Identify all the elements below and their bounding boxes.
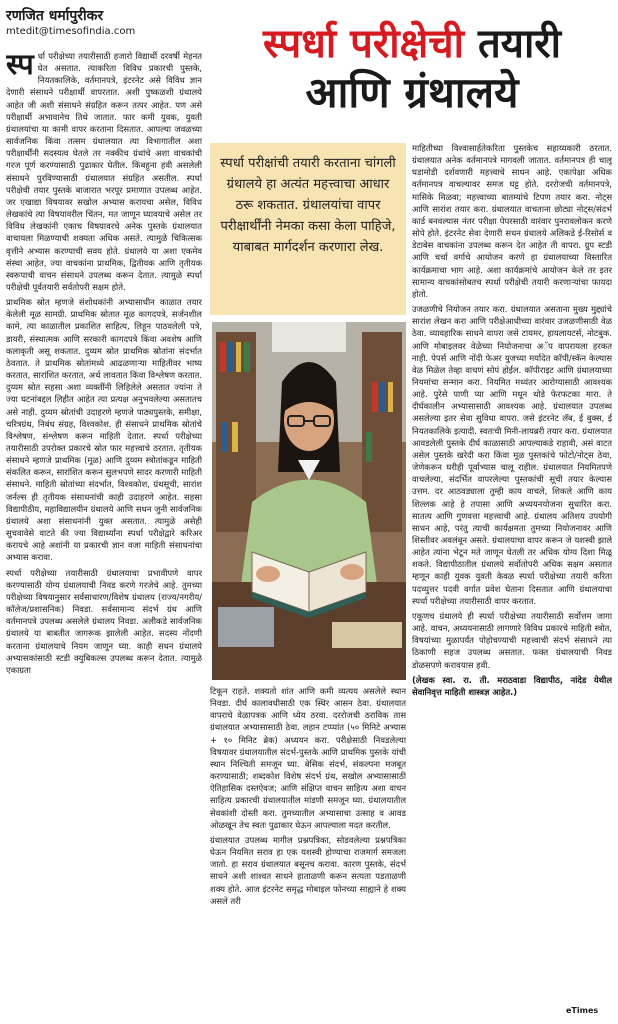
article-photo: [212, 322, 406, 680]
paragraph: टिकून राहते. शक्यतो शांत आणि कमी व्यत्यय असलेले स्थान निवडा. दीर्घ कालावधीसाठी एक स्थिर आसन ठेवा. ग्रंथालयात वापराचे वेळापत्रक आणि ध्येय ठरवा. दररोजची ठराविक तास ग्रंथालयात अभ्यासासाठी ठेवा. लहान टप्प्यांत (५० मिनिटे अभ्यास + १० मिनिट ब्रेक) अध्ययन करा. परीक्षेसाठी निवडलेल्या विषयावर ग्रंथालयातील संदर्भ-पुस्तके आणि प्राथमिक पुस्तके यांची स्थान निश्चिती समजून घ्या. बेसिक संदर्भ, संकल्पना मजबूत करण्यासाठी; शब्दकोश विशेष संदर्भ ग्रंथ, सखोल अभ्यासासाठी ऐतिहासिक दस्तऐवज; आणि संक्षिप्त वाचन साहित्य अशा वाचन साहित्य प्रकारची ग्रंथालयातील मांडणी समजून घ्या. ग्रंथालयातील सेवकांशी दोस्ती करा. तुमच्यातील अभ्यासाचा उत्साह व आवड ओळखून तेच स्वतः पुढाकार घेऊन आपल्याला मदत करतील.: [210, 686, 406, 830]
pull-quote-box: स्पर्धा परीक्षांची तयारी करताना चांगली ग्रंथालये हा अत्यंत महत्त्वाचा आधार ठरू शकतात. ग्रंथालयांचा वापर परीक्षार्थींनी नेमका कसा केला पाहिजे, याबाबत मार्गदर्शन करणारा लेख.: [210, 143, 406, 315]
paragraph: [6, 50, 202, 293]
article-column-middle: [210, 685, 406, 1016]
author-note: (लेखक स्वा. रा. ती. मराठवाडा विद्यापीठ, नांदेड येथील सेवानिवृत्त माहिती शास्त्रज्ञ आहेत.): [412, 674, 612, 697]
paragraph: प्राथमिक स्रोत म्हणजे संशोधकांनी अभ्यासाधीन काळात तयार केलेली मूळ सामग्री. प्राथमिक स्रोतात मूळ कागदपत्रे, सर्जनशील कामे, त्या काळातील प्रकाशित साहित्य, लिहून पाठवलेली पत्रे, डायरी, संस्थात्मक आणि सरकारी कागदपत्रे किंवा अवशेष आणि कलाकृती असू शकतात. दुय्यम स्रोत प्राथमिक स्रोतांना संदर्भात ठेवतात. ते प्राथमिक स्रोतांमध्ये आढळणाऱ्या माहितीवर भाष्य करतात, सारांशित करतात, अर्थ लावतात किंवा विश्लेषण करतात. दुय्यम स्रोत सहसा अशा व्यक्तींनी लिहिलेले असतात ज्यांना ते ज्या घटनांबद्दल लिहीत आहेत त्या प्रत्यक्ष अनुभवलेल्या असतातच असे नाही. दुय्यम स्रोतांची उदाहरणे म्हणजे पाठ्यपुस्तके, समीक्षा, चरित्रग्रंथ, निबंध संग्रह, विश्वकोश. ही संसाधने प्राथमिक स्रोतांचे विश्लेषण, संश्लेषण करून माहिती देतात. स्पर्धा परीक्षेच्या तयारीसाठी उपरोक्त प्रकारचे स्रोत फार महत्त्वाचे ठरतात. तृतीयक संसाधने म्हणजे प्राथमिक (मूळ) आणि दुय्यम स्त्रोतांकडून माहिती संकलित करून, सारांशित करून सुलभपणे सादर करणारी माहिती संसाधने. माहिती स्रोतांच्या संदर्भात, विश्वकोश, ग्रंथसूची, सारांश जर्नल्स ही तृतीयक संसाधनांची काही उदाहरणे आहेत. सहसा विद्यापीठीय, महाविद्यालयीन ग्रंथालये आणि सधन जुनी सार्वजनिक ग्रंथालये अशा संसाधनांनी युक्त असतात. त्यामुळे असेही सुचवावेसे वाटते की ज्या विद्यार्थ्यांना स्पर्धा परीक्षेद्वारे करिअर करायचे आहे अशांनी या प्रकारची ज्ञान वजा माहिती संसाधनांचा अभ्यास करावा.: [6, 297, 202, 563]
paragraph: एकूणच ग्रंथालये ही स्पर्धा परीक्षेच्या तयारीसाठी सर्वोत्तम जागा आहे. वाचन, अध्ययनासाठी लागणारे विविध प्रकारचे माहिती स्त्रोत, विषयांच्या मुळापर्यंत पोहोचण्याची महत्त्वाची संदर्भ संसाधने त्या ठिकाणी सहज उपलब्ध असतात. फक्त ग्रंथालयाची निवड डोळसपणे करावयास हवी.: [412, 610, 612, 670]
paragraph: स्पर्धा परीक्षेच्या तयारीसाठी ग्रंथालयाचा प्रभावीपणे वापर करण्यासाठी योग्य ग्रंथालयाची निवड करणे गरजेचे आहे. तुमच्या परीक्षेच्या विषयानुसार सर्वसाधारण/विशेष ग्रंथालय (राज्य/नगरीय/कॉलेज/प्रशासनिक) निवडा. सर्वसामान्य संदर्भ ग्रंथ आणि वर्तमानपत्रे उपलब्ध असलेले ग्रंथालय निवडा. अलीकडे सार्वजनिक ग्रंथालये या बाबतीत जागरूक झालेली आहेत. सदस्य नोंदणी करताना ग्रंथालयाचे नियम जाणून घ्या. काही सधन ग्रंथालये अभ्यासकांसाठी स्टडी क्युबिकल्स उपलब्ध करून देतात. त्यामुळे एकाग्रता: [6, 567, 202, 675]
article-column-left: [6, 50, 202, 1016]
headline-line-2: आणि ग्रंथालये: [305, 68, 519, 117]
byline: [6, 6, 206, 37]
headline: [212, 20, 612, 118]
credit-label: eTimes: [566, 1006, 599, 1015]
drop-cap: स्प: [6, 50, 34, 81]
headline-black-part: तयारी: [464, 21, 562, 67]
paragraph: उजळणीचे नियोजन तयार करा. ग्रंथालयात असताना मुख्य मुद्द्यांचे सारांश लेखन करा आणि परीक्षेआधीच्या वारंवार उजळणीसाठी वेळ ठेवा. व्यावहारिक साधने वापरा जसे टायमर, हायलायटर्स, नोटबुक. आणि मोबाइलवर वेळेच्या नियोजनाचा अॅप वापरायला हरकत नाही. पेपर्स आणि नोंदी फेअर युजच्या मर्यादेत कॉपी/स्कॅन केल्यास वेळ मिळेल तेव्हा वाचणं सोपं होईल. कॉपीराइट आणि ग्रंथालयाच्या नियमांचा सन्मान करा. नियमित मध्यंतर आरोग्यासाठी आवश्यक आहे. पुरेसे पाणी प्या आणि मधून थोडे फेरफटका मारा. ते दीर्घकालीन अभ्यासासाठी आवश्यक आहे. ग्रंथालयात उपलब्ध असलेल्या इतर सेवा सुविधा वापरा. जसे इंटरनेट लॅब, ई बुक्स, ई नियतकालिके इत्यादी. स्वतःची मिनी-लायब्ररी तयार करा. ग्रंथालयात आवडलेली पुस्तके दीर्घ काळासाठी आपल्याकडे राहावी, असं वाटत असेल पुस्तके खरेदी करा किंवा मूळ पुस्तकांचे फोटो/नोट्स ठेवा, जेणेकरून घरीही पूर्वाभ्यास चालू राहील. ग्रंथालयात नियमितपणे वाचलेल्या, संदर्भित वापरलेल्या पुस्तकांची सूची तयार केल्यास उत्तम. दर आठवड्याला तुम्ही काय वाचले, शिकले आणि काय शिल्लक आहे हे तपासा आणि अध्ययनयोजना सुधारित करा. सातत्य आणि गुणवत्ता महत्त्वाची आहे. ग्रंथालय अतिशय उपयोगी साधन आहे, परंतु त्याची कार्यक्षमता तुमच्या नियोजनावर आणि शिस्तीवर अवलंबून असते. ग्रंथालयाचा वापर करून जे यशस्वी झाले आहेत त्यांना भेटून मते जाणून घेतली तर अधिक योग्य दिशा मिळू शकते. विद्यापीठातील ग्रंथालये सर्वोतोपरी अधिक सक्षम असतात म्हणून काही युवक युवती केवळ स्पर्धा परीक्षेच्या तयारी करिता पदव्युत्तर पदवी वर्गात प्रवेश घेताना दिसतात आणि ग्रंथालयाचा स्पर्धा परीक्षेच्या तयारीसाठी वापर करतात.: [412, 304, 612, 606]
author-email[interactable]: mtedit@timesofindia.com: [6, 26, 136, 37]
paragraph: माहितीच्या विश्वासार्हतेकरिता पुस्तकेच सहाय्यकारी ठरतात. ग्रंथालयात अनेक वर्तमानपत्रे मागवली जातात. वर्तमानपत्र ही चालू घडामोडी दर्शवणारी महत्त्वाचे साधन आहे. एकापेक्षा अधिक वर्तमानपत्र वाचल्यावर समज घट्ट होते. दररोजची वर्तमानपत्रे, मासिके मिळवा; महत्त्वाच्या बातम्यांचे टिपण तयार करा. नोट्स आणि सारांश तयार करा. ग्रंथालयात वाचताना छोट्या नोट्स/संदर्भ कार्ड बनवल्यास नंतर परीक्षा पेपरसाठी वारंवार पुनरावलोकन करणे सोपे होते. इंटरनेट सेवा देणारी सधन ग्रंथालये अलिकडे ई-रिसोर्स व डेटाबेस वाचकांना उपलब्ध करून देत आहेत ती वापरा. ग्रुप स्टडी आणि चर्चा वर्गाचे आयोजन करणे हा ग्रंथालयाच्या विस्तारित कार्यक्रमाचा भाग आहे. अशा कार्यक्रमांचे आयोजन केले तर इतर सामान्य वाचकांसोबतच स्पर्धा परीक्षेची तयारी करणाऱ्यांचा फायदा होतो.: [412, 143, 612, 299]
headline-red-part: स्पर्धा परीक्षेची: [262, 21, 465, 67]
headline-line-1: [212, 20, 612, 68]
paragraph-text: र्धा परीक्षेच्या तयारीसाठी हजारो विद्यार्थी दरवर्षी मेहनत घेत असतात. त्याकरिता विविध प्रकारची पुस्तके, नियतकालिके, वर्तमानपत्रे, इंटरनेट असे विविध ज्ञान देणारी संसाधने परीक्षार्थी वापरतात. अशी पुष्कळशी ग्रंथालये आहेत जी अशी संसाधने संग्रहित करून तत्पर आहेत. पण असे परीक्षार्थी अभावानेच तिथे जातात. फार कमी युवक, युवती ग्रंथालयांचा या कामी वापर करताना दिसतात. आपल्या जवळच्या सार्वजनिक किंवा तत्सम ग्रंथालयात त्या विभागातील अशा परीक्षार्थींनी सदस्यत्व घेतले तर नक्कीच ग्रंथांचे अशा वाचकांची गरज पूर्ण करण्यासाठी पुढाकार घेतील. किंबहुना हवी असलेली संसाधने पुरविण्यासाठी ग्रंथालयात संग्रहित असतील. स्पर्धा परीक्षेची तयार पुस्तके बाजारात भरपूर प्रमाणात उपलब्ध आहेत. जर एखाद्या विषयावर सखोल अभ्यास करायचा असेल, विविध लेखकांचे त्या विषयावरील चिंतन, मत जाणून घ्यावयाचे असेल तर विविध लेखकांनी एकाच विषयावरचे अनेक पुस्तके ग्रंथालयात वाचायला मिळण्याची शक्यता अधिक असते. त्यामुळे चिकित्सक वृत्तीने अभ्यास करण्याची सवय होते. ग्रंथालये या अशा एकमेव संस्था आहेत, ज्या वाचकांना प्राथमिक, द्वितीयक आणि तृतीयक स्वरूपाची वाचन संसाधने उपलब्ध करून देतात. त्यामुळे स्पर्धा परीक्षेची पूर्वतयारी सर्वतोपरी सक्षम होते.: [6, 51, 202, 292]
student-reading-illustration: [212, 322, 406, 680]
article-column-right: [412, 142, 612, 1016]
paragraph: ग्रंथालयात उपलब्ध मागील प्रश्नपत्रिका, सोडवलेल्या प्रश्नपत्रिका घेऊन नियमित सराव हा एक यशस्वी होण्याचा राजमार्ग समजला जातो. हा सराव ग्रंथालयात बसूनच करावा. कारण पुस्तके, संदर्भ साधने अशी शाश्वत साधने हाताळणी करून सत्यता पडताळणी शक्य होते. आज इंटरनेट समृद्ध मोबाइल फोनच्या साह्याने हे शक्य असले तरी: [210, 834, 406, 906]
author-name: रणजित धर्मापुरीकर: [6, 8, 104, 24]
